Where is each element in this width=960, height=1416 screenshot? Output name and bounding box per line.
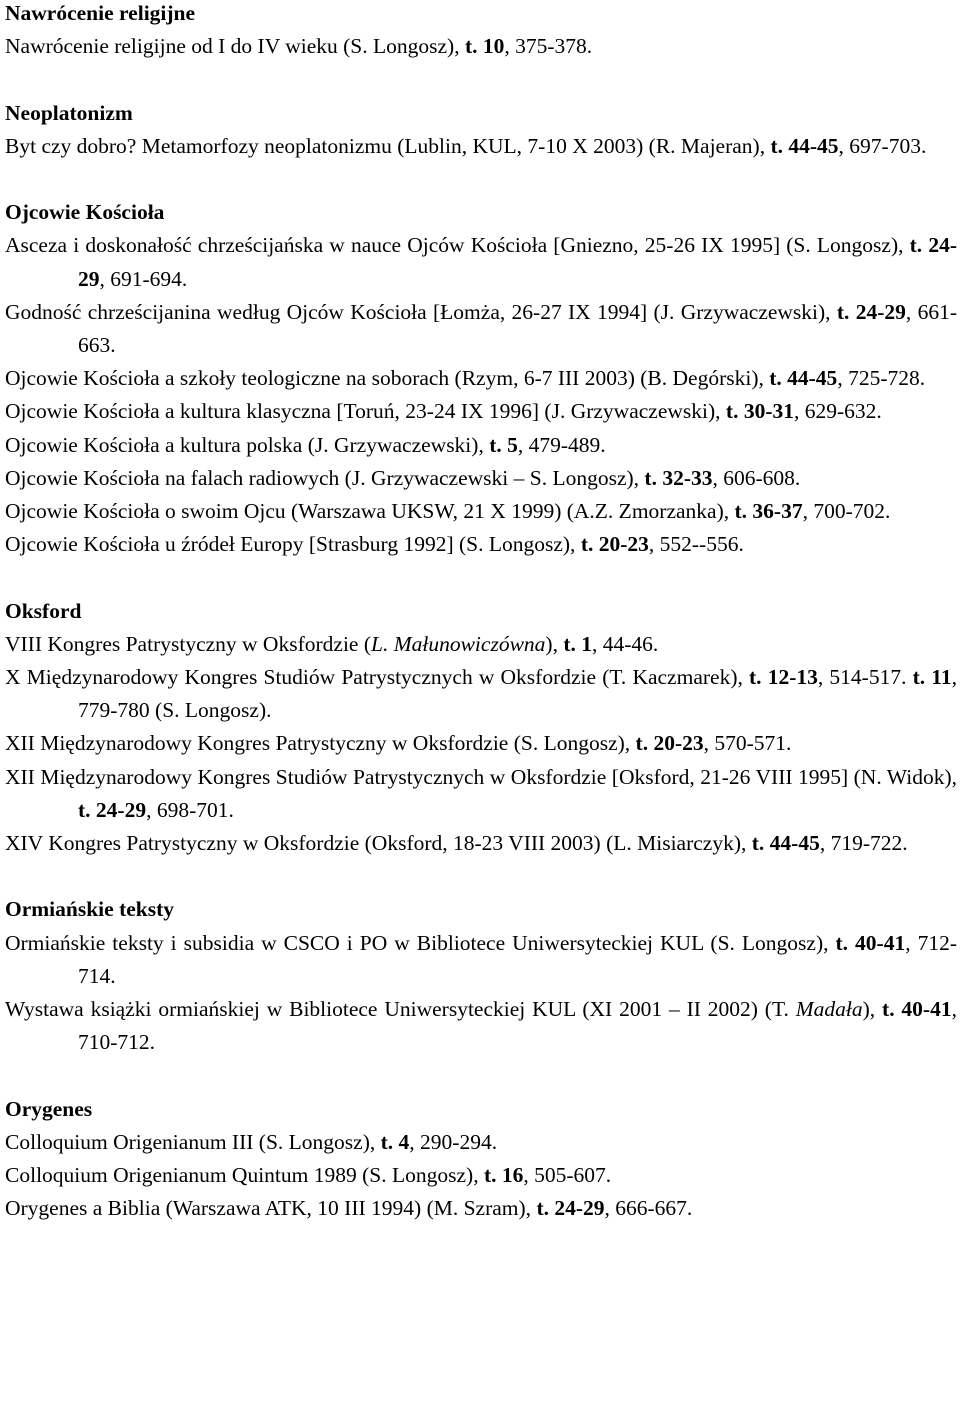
volume-number: t. 24-29 — [836, 299, 906, 324]
entry-text: Ojcowie Kościoła a szkoły teologiczne na soborach (Rzym, 6-7 III 2003) (B. Degórski), — [5, 366, 770, 391]
volume-number: t. 44-45 — [751, 831, 820, 856]
volume-number: t. 12-13 — [749, 665, 818, 690]
section-title: Ojcowie Kościoła — [5, 200, 165, 225]
bibliography-entry — [5, 462, 957, 495]
section-title: Ormiańskie teksty — [5, 897, 175, 922]
bibliography-entry — [5, 993, 957, 1059]
volume-number: t. 40-41 — [882, 997, 952, 1022]
entry-text: Nawrócenie religijne od I do IV wieku (S. Longosz), — [5, 34, 465, 59]
entry-text: , 700-702. — [802, 499, 891, 524]
bibliography-entry — [5, 495, 957, 528]
italic-name: Madała — [795, 997, 863, 1022]
section — [5, 97, 957, 163]
entry-text: Byt czy dobro? Metamorfozy neoplatonizmu (Lublin, KUL, 7-10 X 2003) (R. Majeran), — [5, 133, 771, 158]
volume-number: t. 4 — [380, 1129, 410, 1154]
volume-number: t. 44-45 — [770, 133, 839, 158]
section-title: Nawrócenie religijne — [5, 1, 196, 25]
entry-text: Ojcowie Kościoła a kultura polska (J. Grzywaczewski), — [5, 432, 490, 457]
entry-text: , 691-694. — [99, 266, 188, 291]
entry-text: Ormiańskie teksty i subsidia w CSCO i PO w Bibliotece Uniwersyteckiej KUL (S. Longosz), — [5, 930, 836, 955]
entry-text: XII Międzynarodowy Kongres Patrystyczny w Oksfordzie (S. Longosz), — [5, 731, 636, 756]
entry-text: X Międzynarodowy Kongres Studiów Patrystycznych w Oksfordzie (T. Kaczmarek), — [5, 665, 750, 690]
volume-number: t. 11 — [912, 665, 952, 690]
entry-text: Wystawa książki ormiańskiej w Bibliotece Uniwersyteckiej KUL (XI 2001 – II 2002) (T. — [5, 997, 796, 1022]
bibliography-entry — [5, 727, 957, 760]
entry-text: , 570-571. — [703, 731, 792, 756]
entry-text: , 479-489. — [517, 432, 606, 457]
bibliography-entry — [5, 296, 957, 362]
section-title: Oksford — [5, 598, 82, 623]
volume-number: t. 36-37 — [734, 499, 803, 524]
volume-number: t. 20-23 — [635, 731, 704, 756]
entry-text: , 606-608. — [712, 465, 801, 490]
entry-text: , 661-663. — [78, 299, 957, 357]
section-title: Orygenes — [5, 1096, 93, 1121]
entry-text: ), — [545, 631, 564, 656]
bibliography-entry — [5, 395, 957, 428]
volume-number: t. 10 — [464, 34, 505, 59]
bibliography-entry — [5, 1159, 957, 1192]
section-title: Neoplatonizm — [5, 100, 133, 125]
entry-text: , 697-703. — [838, 133, 927, 158]
bibliography-entry — [5, 1126, 957, 1159]
entry-text: Ojcowie Kościoła o swoim Ojcu (Warszawa UKSW, 21 X 1999) (A.Z. Zmorzanka), — [5, 499, 735, 524]
volume-number: t. 40-41 — [835, 930, 906, 955]
entry-text: Godność chrześcijanina według Ojców Kościoła [Łomża, 26-27 IX 1994] (J. Grzywaczewski), — [5, 299, 837, 324]
volume-number: t. 32-33 — [644, 465, 713, 490]
section — [5, 893, 957, 1059]
entry-text: , 552--556. — [648, 532, 744, 557]
bibliography-entry — [5, 429, 957, 462]
section — [5, 595, 957, 861]
entry-text: , 710-712. — [78, 997, 957, 1055]
volume-number: t. 20-23 — [580, 532, 649, 557]
entry-text: , 44-46. — [592, 631, 659, 656]
volume-number: t. 30-31 — [725, 399, 794, 424]
entry-text: , 725-728. — [837, 366, 926, 391]
bibliography-document — [5, 0, 957, 1225]
entry-text: Ojcowie Kościoła a kultura klasyczna [Toruń, 23-24 IX 1996] (J. Grzywaczewski), — [5, 399, 726, 424]
volume-number: t. 24-29 — [78, 797, 147, 822]
entry-text: Orygenes a Biblia (Warszawa ATK, 10 III 1994) (M. Szram), — [5, 1196, 537, 1221]
section — [5, 1093, 957, 1226]
bibliography-entry — [5, 362, 957, 395]
entry-text: , 629-632. — [793, 399, 882, 424]
entry-text: XIV Kongres Patrystyczny w Oksfordzie (Oksford, 18-23 VIII 2003) (L. Misiarczyk), — [5, 831, 752, 856]
bibliography-entry — [5, 827, 957, 860]
entry-text: , 712-714. — [78, 930, 957, 988]
volume-number: t. 24-29 — [536, 1196, 605, 1221]
entry-text: , 698-701. — [146, 797, 234, 822]
entry-text: Colloquium Origenianum III (S. Longosz), — [5, 1129, 381, 1154]
entry-text: , 505-607. — [523, 1163, 612, 1188]
entry-text: , 779-780 (S. Longosz). — [78, 665, 957, 723]
entry-text: , 514-517. — [817, 665, 913, 690]
bibliography-entry — [5, 130, 957, 163]
volume-number: t. 5 — [489, 432, 518, 457]
bibliography-entry — [5, 927, 957, 993]
volume-number: t. 24-29 — [78, 233, 957, 291]
entry-text: Asceza i doskonałość chrześcijańska w nauce Ojców Kościoła [Gniezno, 25-26 IX 1995] (S. Longosz), — [5, 233, 910, 258]
entry-text: ), — [862, 997, 883, 1022]
entry-text: , 290-294. — [409, 1129, 498, 1154]
bibliography-entry — [5, 229, 957, 295]
volume-number: t. 16 — [483, 1163, 524, 1188]
section — [5, 0, 957, 63]
bibliography-entry — [5, 528, 957, 561]
entry-text: XII Międzynarodowy Kongres Studiów Patrystycznych w Oksfordzie [Oksford, 21-26 VIII 1995] (N. Widok), — [5, 764, 957, 789]
section — [5, 196, 957, 561]
bibliography-entry — [5, 30, 957, 63]
entry-text: , 666-667. — [604, 1196, 693, 1221]
italic-name: L. Małunowiczówna — [371, 631, 546, 656]
bibliography-entry — [5, 661, 957, 727]
bibliography-entry — [5, 1192, 957, 1225]
volume-number: t. 44-45 — [769, 366, 838, 391]
entry-text: VIII Kongres Patrystyczny w Oksfordzie ( — [5, 631, 371, 656]
bibliography-entry — [5, 761, 957, 827]
entry-text: , 719-722. — [819, 831, 908, 856]
entry-text: Colloquium Origenianum Quintum 1989 (S. Longosz), — [5, 1163, 484, 1188]
bibliography-entry — [5, 628, 957, 661]
volume-number: t. 1 — [563, 631, 592, 656]
entry-text: Ojcowie Kościoła na falach radiowych (J. Grzywaczewski – S. Longosz), — [5, 465, 645, 490]
entry-text: Ojcowie Kościoła u źródeł Europy [Strasburg 1992] (S. Longosz), — [5, 532, 581, 557]
entry-text: , 375-378. — [504, 34, 593, 59]
